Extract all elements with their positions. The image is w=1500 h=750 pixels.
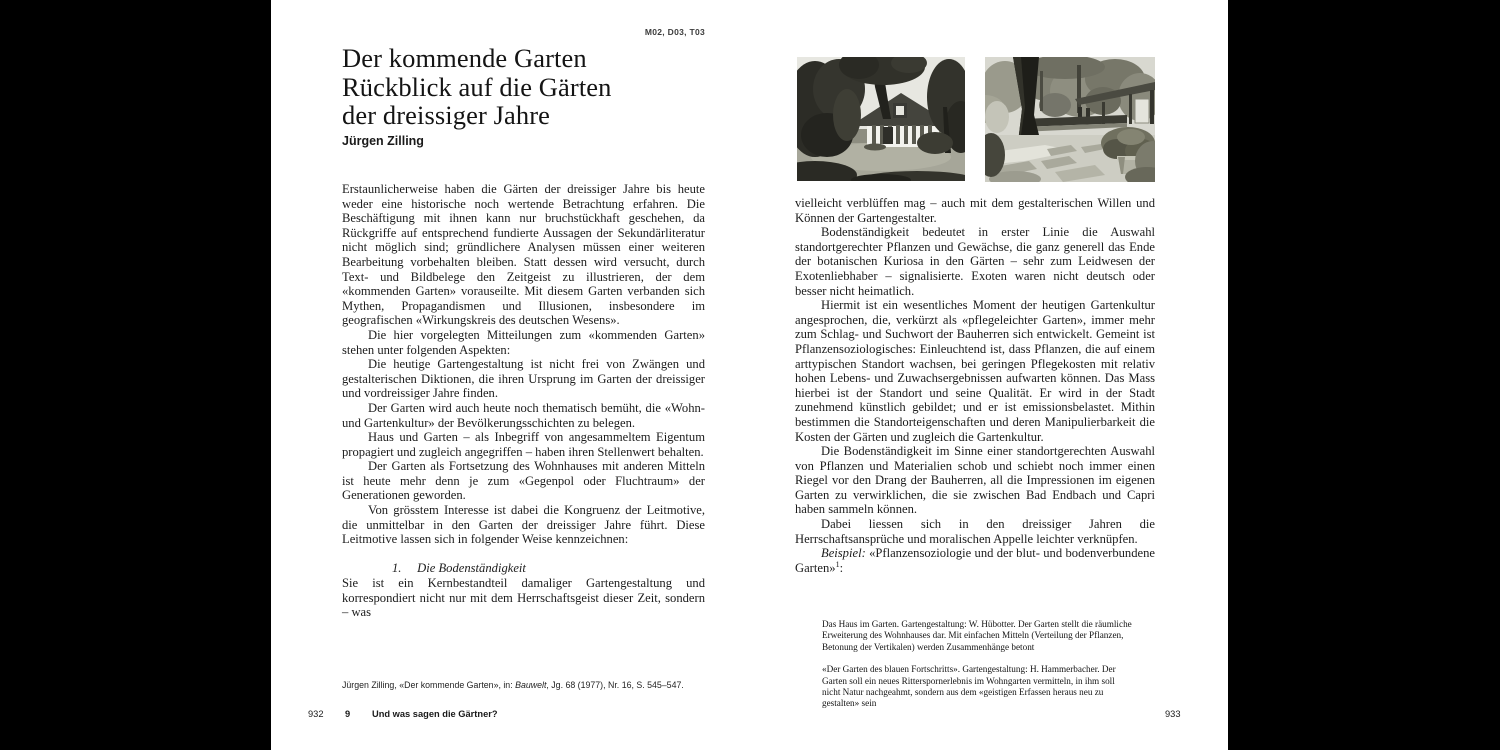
left-page-body bbox=[342, 182, 705, 620]
caption-1: Das Haus im Garten. Gartengestaltung: W. Hübotter. Der Garten stellt die räumliche Erweiterung des Wohnhauses dar. Mit einfachen Mitteln (Verteilung der Pflanzen, Betonung der Vertikalen) werden Zusammenhänge betont bbox=[822, 619, 1132, 652]
section-title: Die Bodenständigkeit bbox=[417, 561, 526, 576]
photo-terrace-pergola bbox=[985, 57, 1155, 182]
beispiel-paragraph bbox=[795, 546, 1155, 575]
book-spread bbox=[271, 0, 1228, 750]
plate-code-label: M02, D03, T03 bbox=[644, 27, 705, 37]
beispiel-lead: Beispiel: bbox=[821, 546, 866, 561]
title-line-3: der dreissiger Jahre bbox=[342, 100, 551, 130]
section-number: 1. bbox=[392, 561, 402, 576]
photo-house-garden bbox=[797, 57, 965, 181]
footnote-text-after: , Jg. 68 (1977), Nr. 16, S. 545–547. bbox=[546, 680, 684, 690]
left-page-footer bbox=[308, 709, 498, 719]
paragraph: Der Garten als Fortsetzung des Wohnhauses mit anderen Mitteln ist heute mehr denn je zum «Gegenpol oder Fluchtraum» der Generationen geworden. bbox=[342, 459, 705, 503]
figure-captions bbox=[822, 619, 1134, 721]
footnote bbox=[342, 680, 722, 691]
footnote-reference: 1 bbox=[835, 559, 840, 569]
footnote-text-before: Jürgen Zilling, «Der kommende Garten», in: bbox=[342, 680, 516, 690]
section-heading bbox=[342, 561, 705, 576]
title-line-1: Der kommende Garten bbox=[342, 43, 587, 73]
article-title bbox=[342, 44, 742, 130]
page-number: 933 bbox=[1165, 709, 1181, 719]
paragraph: Haus und Garten – als Inbegriff von angesammeltem Eigentum propagiert und zugleich angegriffen – haben ihren Stellenwert behalten. bbox=[342, 430, 705, 459]
chapter-title: Und was sagen die Gärtner? bbox=[372, 709, 498, 719]
page-number: 932 bbox=[308, 709, 324, 719]
photo-terrace-pergola-image bbox=[985, 57, 1155, 182]
beispiel-body: «Pflanzensoziologie und der blut- und bodenverbundene Garten» bbox=[795, 546, 1155, 575]
beispiel-tail: : bbox=[839, 560, 844, 575]
paragraph: Sie ist ein Kernbestandteil damaliger Gartengestaltung und korrespondiert nicht nur mit dem Herrschaftsgeist dieser Zeit, sondern – was bbox=[342, 576, 705, 620]
paragraph: Erstaunlicherweise haben die Gärten der dreissiger Jahre bis heute weder eine historische noch wertende Betrachtung erfahren. Die Beschäftigung mit ihnen kann nur bruchstückhaft geschehen, da Rückgriffe auf entsprechend fundierte Aussagen der Sekundärliteratur nicht möglich sind; gründlichere Analysen müssen einer weiteren Bearbeitung vorbehalten bleiben. Statt dessen wird versucht, durch Text- und Bildbelege den Zeitgeist zu illustrieren, der dem «kommenden Garten» vorauseilte. Mit diesem Garten verbanden sich Mythen, Propagandismen und Illusionen, insbesondere im geografischen «Wirkungskreis des deutschen Wesens». bbox=[342, 182, 705, 328]
paragraph: Bodenständigkeit bedeutet in erster Linie die Auswahl standortgerechter Pflanzen und Gewächse, die ganz generell das Ende der botanischen Kuriosa in den Gärten – sehr zum Leidwesen der Exotenliebhaber – signalisierte. Exoten waren nicht deutsch oder besser nicht heimatlich. bbox=[795, 225, 1155, 298]
paragraph: vielleicht verblüffen mag – auch mit dem gestalterischen Willen und Können der Gartengestalter. bbox=[795, 196, 1155, 225]
title-line-2: Rückblick auf die Gärten bbox=[342, 71, 612, 102]
paragraph: Von grösstem Interesse ist dabei die Kongruenz der Leitmotive, die unmittelbar in den Garten der dreissiger Jahre führt. Diese Leitmotive lassen sich in folgender Weise kennzeichnen: bbox=[342, 503, 705, 547]
paragraph: Die Bodenständigkeit im Sinne einer standortgerechten Auswahl von Pflanzen und Materialien schob und schiebt noch immer einen Riegel vor den Drang der Bauherren, all die Impressionen im eigenen Garten zu verwirklichen, die sie zwischen Bad Endbach und Capri haben sammeln können. bbox=[795, 444, 1155, 517]
footnote-journal: Bauwelt bbox=[515, 680, 547, 690]
photo-house-garden-image bbox=[797, 57, 965, 181]
author-name: Jürgen Zilling bbox=[342, 134, 424, 148]
chapter-number: 9 bbox=[345, 709, 351, 719]
caption-2: «Der Garten des blauen Fortschritts». Gartengestaltung: H. Hammerbacher. Der Garten soll ein neues Ritterspornerlebnis im Wohngarten vermitteln, in ihm soll nicht Natur nachgeahmt, sondern aus dem «geistigen Erfassen heraus neu zu gestalten» sein bbox=[822, 664, 1116, 709]
paragraph: Hiermit ist ein wesentliches Moment der heutigen Gartenkultur angesprochen, die, verkürzt als «pflegeleichter Garten», immer mehr zum Schlag- und Suchwort der Bauherren sich entwickelt. Gemeint ist Pflanzensoziologisches: Einleuchtend ist, dass Pflanzen, die auf einem arttypischen Standort wachsen, bei geringen Pflegekosten mit relativ hohen Lebens- und Zuwachsergebnissen aufwarten können. Das Mass hierbei ist der Standort und seine Qualität. Er wird in der Stadt zunehmend künstlich gebildet; und er ist emissionsbelastet. Mithin bestimmen die Standorteigenschaften und deren Manipulierbarkeit die Kosten der Gärten und zugleich die Gartenkultur. bbox=[795, 298, 1155, 444]
paragraph: Die heutige Gartengestaltung ist nicht frei von Zwängen und gestalterischen Diktionen, die ihren Ursprung im Garten der dreissiger und vordreissiger Jahre finden. bbox=[342, 357, 705, 401]
paragraph: Die hier vorgelegten Mitteilungen zum «kommenden Garten» stehen unter folgenden Aspekten: bbox=[342, 327, 705, 357]
paragraph: Dabei liessen sich in den dreissiger Jahren die Herrschaftsansprüche und moralischen Appelle leichter verknüpfen. bbox=[795, 517, 1155, 546]
right-page-body bbox=[795, 196, 1155, 575]
paragraph: Der Garten wird auch heute noch thematisch bemüht, die «Wohn- und Gartenkultur» der Bevölkerungsschichten zu belegen. bbox=[342, 400, 705, 430]
right-page-footer bbox=[1165, 709, 1181, 719]
